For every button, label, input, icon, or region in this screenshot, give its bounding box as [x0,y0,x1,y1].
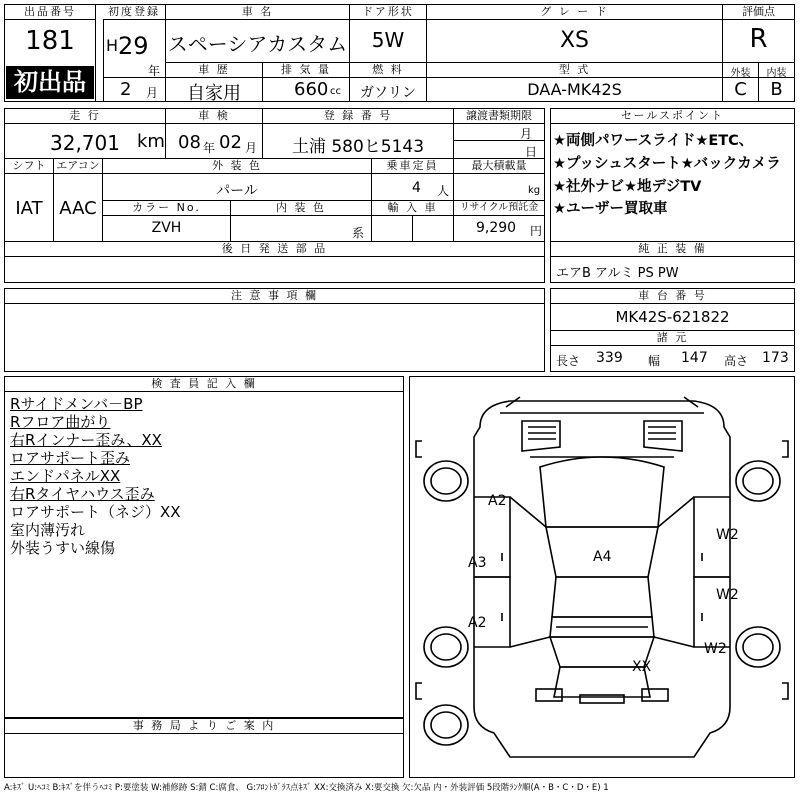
first-listing-badge: 初出品 [6,66,94,99]
first-reg-month-unit: 月 [146,86,159,100]
inspection-year-unit: 年 [203,141,216,155]
interior-color-unit: 系 [352,226,365,240]
sales-point-line-3: ★社外ナビ★地デジTV [553,179,702,195]
damage-mark-left-front: A2 [488,493,507,509]
width-value: 147 [681,350,708,366]
legend-text: A:ｷｽﾞ U:ﾍｺﾐ B:ｷｽﾞを伴うﾍｺﾐ P:要塗装 W:補修跡 S:錆 C:腐食、 G:ﾌﾛﾝﾄｶﾞﾗｽ点ｷｽﾞ XX:交換済み X:要交換 欠:欠品 内・外装評価 5段階ﾗﾝｸ順(A・B・C・D・E) 1 [4,783,609,793]
first-reg-month: 2 [120,79,132,100]
shift-label: シフト [5,159,53,174]
height-value: 173 [762,350,789,366]
ext-grade-label: 外装 [730,68,751,79]
history-label: 車 歴 [166,63,262,77]
car-name-label: 車 名 [166,5,349,20]
recycle-label: リサイクル預託金 [454,201,544,216]
car-name: スペーシアカスタム [167,32,348,56]
damage-mark-roof: A4 [593,549,612,565]
interior-color-label: 内 装 色 [231,201,371,216]
grade-label: グ レ ー ド [427,5,722,20]
genuine-equipment-label: 純 正 装 備 [551,242,794,257]
model-label: 型 式 [427,63,722,77]
transfer-day-unit: 日 [525,145,538,159]
int-grade-value: B [770,79,783,100]
aircon-value: AAC [59,198,97,219]
length-value: 339 [596,350,623,366]
recycle-value: 9,290 [476,220,517,236]
first-reg-era: H [106,36,119,55]
fuel-label: 燃 料 [350,63,426,77]
door-label: ドア形状 [350,5,426,20]
inspector-note-line: ロアサポート（ネジ）XX [10,503,181,521]
exterior-color-value: パール [216,183,258,199]
transfer-deadline-label: 譲渡書類期限 [454,109,544,124]
displacement-value: 660 [294,79,329,100]
door-value: 5W [371,28,405,52]
inspection-month-unit: 月 [245,141,258,155]
inspector-label: 検 査 員 記 入 欄 [5,377,403,392]
max-load-label: 最大積載量 [454,159,544,174]
sales-point-line-2: ★プッシュスタート★バックカメラ [553,156,781,172]
recycle-unit: 円 [530,224,543,238]
aircon-label: エアコン [54,159,102,174]
length-label: 長さ [556,354,581,368]
color-number-value: ZVH [151,220,182,236]
first-reg-year-unit: 年 [148,64,161,78]
displacement-label: 排 気 量 [263,63,349,77]
inspector-note-line: エンドパネルXX [10,467,121,485]
displacement-unit: cc [330,86,341,97]
mileage-value: 32,701 [50,131,120,155]
car-outline-diagram [410,377,794,777]
height-label: 高さ [724,354,749,368]
damage-mark-right-rear-door: W2 [716,587,739,603]
import-label: 輸 入 車 [372,201,453,216]
inspection-month: 02 [219,132,242,153]
office-label: 事 務 局 よ り ご 案 内 [5,719,403,734]
score-value: R [749,24,768,54]
capacity-value: 4 [412,180,421,196]
vehicle-details-table [4,108,545,242]
inspector-notes [10,395,390,557]
dimensions-label: 諸 元 [551,331,794,346]
later-parts-label: 後 日 発 送 部 品 [5,242,544,257]
inspection-label: 車 検 [166,109,262,124]
capacity-unit: 人 [437,184,450,198]
plate-value: 土浦 580ヒ5143 [291,137,425,157]
max-load-unit: kg [528,185,541,196]
first-reg-year: 29 [118,32,149,60]
fuel-value: ガソリン [360,85,416,101]
inspector-note-line: ロアサポート歪み [10,449,131,467]
sales-point-line-1: ★両側パワースライド★ETC、 [553,133,754,149]
int-grade-label: 内装 [766,68,787,79]
inspection-year: 08 [178,132,201,153]
inspector-note-line: Rフロア曲がり [10,413,111,431]
exterior-color-label: 外 装 色 [103,159,371,174]
width-label: 幅 [648,354,661,368]
damage-diagram [409,376,795,778]
history-value: 自家用 [187,83,241,104]
inspector-note-line: 右Rタイヤハウス歪み [10,485,155,503]
damage-mark-right-rear: W2 [704,641,727,657]
grade-value: XS [559,28,590,53]
inspector-note-line: 室内薄汚れ [10,521,86,539]
shift-value: IAT [15,198,43,219]
color-number-label: カラー No. [103,201,230,216]
damage-mark-right-front-door: W2 [716,527,739,543]
damage-mark-rear-panel: XX [632,659,652,675]
lot-number: 181 [25,26,75,56]
capacity-label: 乗車定員 [372,159,453,174]
sales-points-label: セールスポイント [551,109,794,124]
inspector-note-line: Rサイドメンバ－BP [10,395,143,413]
plate-label: 登 録 番 号 [263,109,453,124]
model-value: DAA-MK42S [527,80,622,99]
mileage-label: 走 行 [5,109,165,124]
chassis-number: MK42S-621822 [615,308,730,326]
sales-point-line-4: ★ユーザー買取車 [553,201,668,217]
notes-label: 注 意 事 項 欄 [5,289,544,304]
mileage-unit: km [137,131,165,152]
damage-mark-left-front-door: A3 [468,555,487,571]
genuine-equipment-value: エアB アルミ PS PW [556,266,679,281]
inspector-note-line: 右Rインナー歪み、XX [10,431,162,449]
ext-grade-value: C [734,79,747,100]
inspector-note-line: 外装うすい線傷 [10,539,116,557]
chassis-label: 車 台 番 号 [551,289,794,304]
transfer-month-unit: 月 [520,127,533,141]
lot-number-label: 出品番号 [5,5,95,20]
score-label: 評価点 [723,5,794,20]
damage-mark-left-rear-door: A2 [468,615,487,631]
first-reg-label: 初度登録 [103,5,165,20]
